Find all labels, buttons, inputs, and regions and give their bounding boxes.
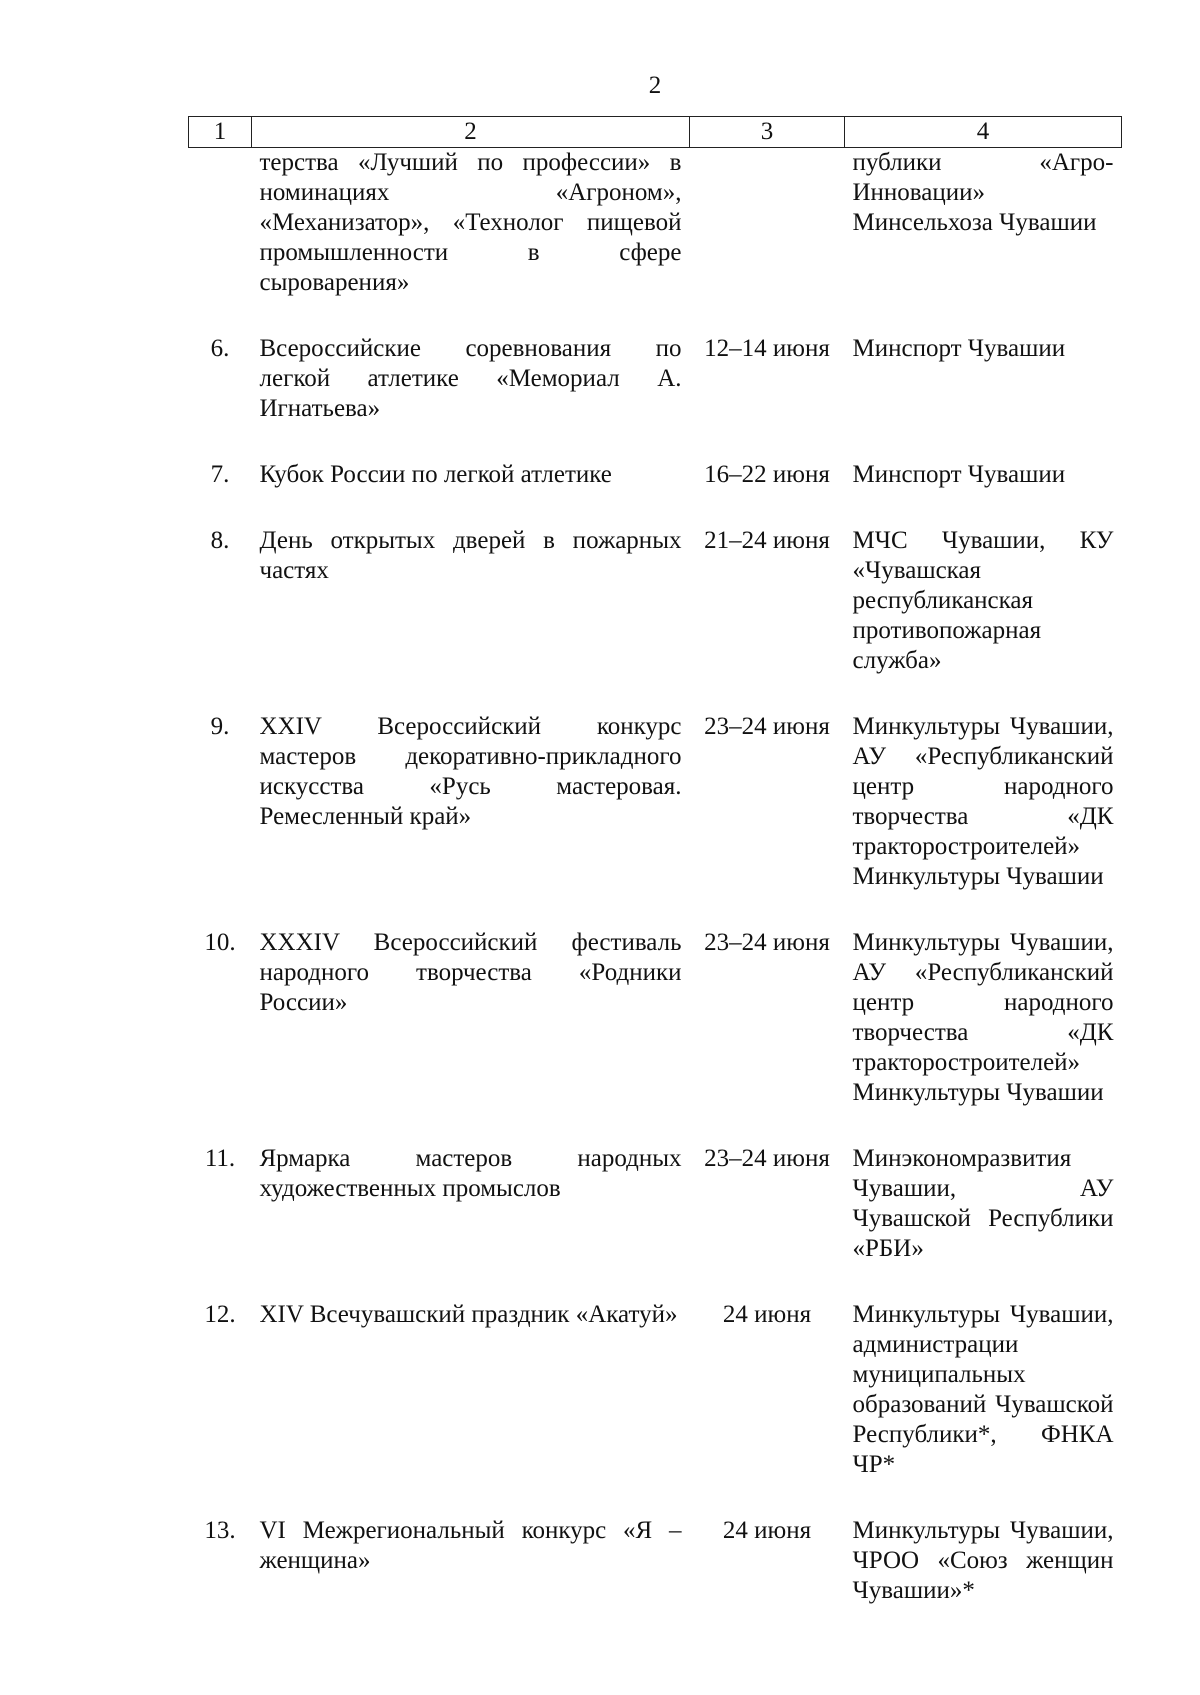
table-row [189, 1516, 1122, 1642]
event-date: 12–14 июня [704, 335, 830, 362]
table-row [189, 712, 1122, 928]
event-date: 24 июня [722, 1301, 812, 1328]
table-row-continued [189, 148, 1122, 335]
event-name: День открытых дверей в пожарных частях [259, 527, 682, 584]
event-date [690, 148, 845, 335]
row-number: 10. [204, 929, 236, 956]
event-date: 21–24 июня [704, 527, 830, 554]
event-organizer: Минэкономразвития Чувашии, АУ Чувашской Республики «РБИ» [852, 1145, 1114, 1262]
event-date: 23–24 июня [704, 713, 830, 740]
event-date: 16–22 июня [704, 461, 830, 488]
event-organizer: Минкультуры Чувашии, администрации муниципальных образований Чувашской Республики*, ФНКА ЧР* [852, 1301, 1114, 1478]
event-name: терства «Лучший по профессии» в номинациях «Агроном», «Механизатор», «Технолог пищевой промышленности в сфере сыроварения» [259, 149, 682, 296]
event-name: XIV Всечувашский праздник «Акатуй» [259, 1301, 678, 1328]
row-number: 9. [210, 713, 230, 740]
event-date: 23–24 июня [704, 1145, 830, 1172]
column-header-1: 1 [189, 117, 252, 148]
event-organizer: Минспорт Чувашии [852, 335, 1066, 362]
row-number: 12. [204, 1301, 236, 1328]
event-name: Всероссийские соревнования по легкой атлетике «Мемориал А. Игнатьева» [259, 335, 682, 422]
event-name: XXXIV Всероссийский фестиваль народного творчества «Родники России» [259, 929, 682, 1016]
event-organizer: публики «Агро-Инновации» Минсельхоза Чувашии [852, 149, 1114, 236]
event-organizer: Минкультуры Чувашии, АУ «Республиканский центр народного творчества «ДК тракторостроителей» Минкультуры Чувашии [852, 929, 1114, 1106]
column-header-3: 3 [690, 117, 845, 148]
table-row [189, 928, 1122, 1144]
row-number: 11. [204, 1145, 236, 1172]
event-name: XXIV Всероссийский конкурс мастеров декоративно-прикладного искусства «Русь мастеровая. Ремесленный край» [259, 713, 682, 830]
event-organizer: Минкультуры Чувашии, ЧРОО «Союз женщин Чувашии»* [852, 1517, 1114, 1604]
event-date: 23–24 июня [704, 929, 830, 956]
table-header-row [189, 117, 1122, 148]
column-header-2: 2 [252, 117, 690, 148]
table-row [189, 1300, 1122, 1516]
page-number: 2 [648, 72, 662, 99]
row-number: 7. [210, 461, 230, 488]
event-name: VI Межрегиональный конкурс «Я – женщина» [259, 1517, 682, 1574]
row-number: 8. [210, 527, 230, 554]
event-organizer: Минкультуры Чувашии, АУ «Республиканский центр народного творчества «ДК тракторостроителей» Минкультуры Чувашии [852, 713, 1114, 890]
event-name: Кубок России по легкой атлетике [259, 461, 612, 488]
table-row [189, 526, 1122, 712]
event-organizer: МЧС Чувашии, КУ «Чувашская республиканская противопожарная служба» [852, 527, 1114, 674]
event-date: 24 июня [722, 1517, 812, 1544]
column-header-4: 4 [845, 117, 1122, 148]
event-name: Ярмарка мастеров народных художественных промыслов [259, 1145, 682, 1202]
row-number [189, 148, 252, 335]
table-row [189, 334, 1122, 460]
table-row [189, 1144, 1122, 1300]
table-row [189, 460, 1122, 526]
events-table [188, 116, 1122, 1642]
row-number: 13. [204, 1517, 236, 1544]
row-number: 6. [210, 335, 230, 362]
event-organizer: Минспорт Чувашии [852, 461, 1066, 488]
